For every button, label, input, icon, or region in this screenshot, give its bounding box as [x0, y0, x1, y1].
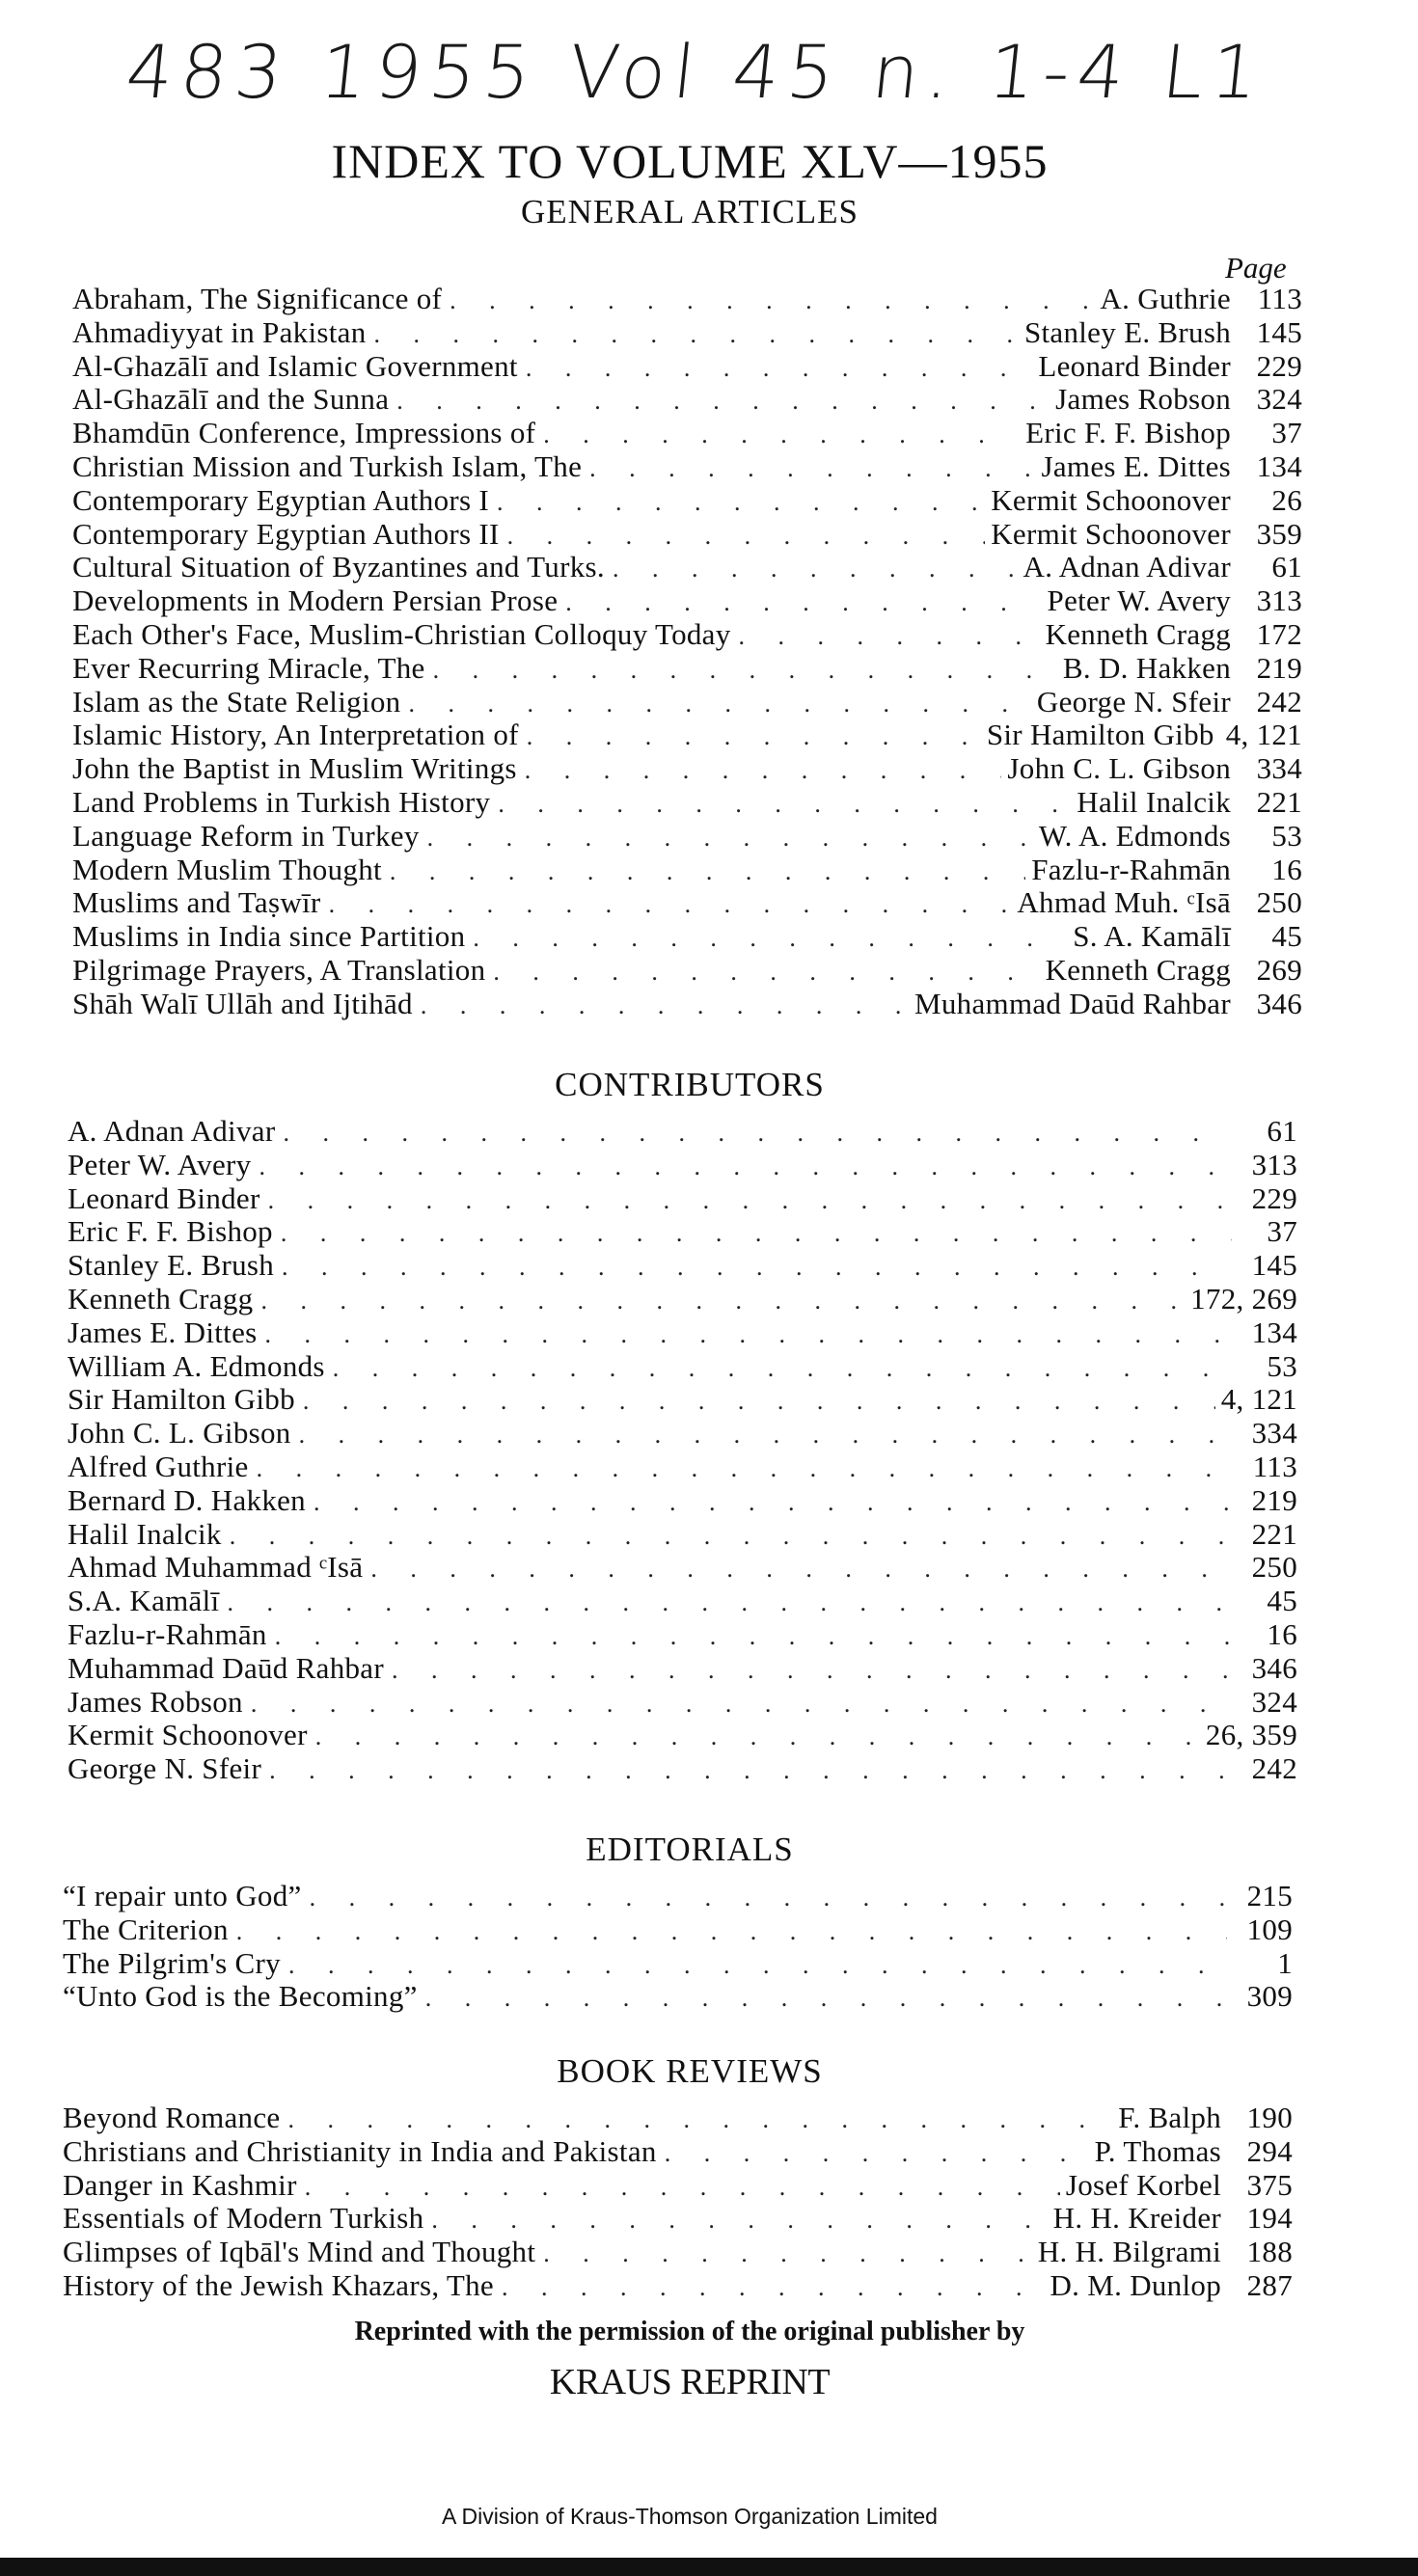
article-row: [72, 349, 1302, 383]
dot-leader: [260, 1288, 1185, 1314]
dot-leader: [288, 1953, 1227, 1978]
contributor-name: Alfred Guthrie: [68, 1449, 249, 1483]
article-page: 53: [1271, 818, 1302, 853]
review-row: [63, 2201, 1293, 2235]
editorial-page: 215: [1246, 1879, 1293, 1912]
article-author: Kenneth Cragg: [1045, 952, 1231, 987]
article-author: Stanley E. Brush: [1023, 314, 1231, 349]
article-author: Leonard Binder: [1038, 348, 1231, 383]
article-author: Kermit Schoonover: [991, 482, 1231, 517]
article-author: James Robson: [1055, 382, 1231, 417]
dot-leader: [425, 1986, 1227, 2011]
section-heading-general-articles: GENERAL ARTICLES: [521, 193, 859, 230]
review-author: F. Balph: [1118, 2101, 1221, 2134]
article-row: [72, 416, 1302, 449]
dot-leader: [739, 624, 1040, 649]
review-author: H. H. Kreider: [1052, 2201, 1221, 2236]
article-title: Muslims and Taṣwīr: [72, 885, 321, 920]
contributor-row: [68, 1181, 1297, 1215]
dot-leader: [493, 960, 1039, 985]
review-row: [63, 2268, 1293, 2302]
dot-leader: [374, 322, 1019, 347]
dot-leader: [433, 658, 1057, 683]
review-page: 188: [1246, 2235, 1293, 2269]
contributor-name: Bernard D. Hakken: [68, 1482, 306, 1517]
dot-leader: [392, 1658, 1232, 1683]
dot-leader: [450, 288, 1094, 313]
article-row: [72, 785, 1302, 819]
contributor-name: George N. Sfeir: [68, 1751, 262, 1786]
contributor-row: [68, 1315, 1297, 1349]
contributor-pages: 346: [1251, 1650, 1297, 1685]
dot-leader: [265, 1322, 1233, 1347]
article-author: W. A. Edmonds: [1038, 818, 1231, 853]
article-title: Each Other's Face, Muslim-Christian Colloquy Today: [72, 616, 731, 651]
article-title: Christian Mission and Turkish Islam, The: [72, 448, 583, 483]
article-row: [72, 651, 1302, 685]
article-author: B. D. Hakken: [1062, 650, 1231, 685]
review-page: 375: [1246, 2167, 1293, 2202]
article-page: 219: [1256, 650, 1302, 685]
article-title: Al-Ghazālī and Islamic Government: [72, 348, 518, 383]
article-title: Muslims in India since Partition: [72, 919, 466, 954]
article-row: [72, 483, 1302, 517]
dot-leader: [473, 926, 1067, 951]
contributor-name: Eric F. F. Bishop: [68, 1214, 273, 1249]
article-page: 4, 121: [1225, 718, 1302, 752]
dot-leader: [543, 2241, 1032, 2266]
contributor-name: S.A. Kamālī: [68, 1584, 220, 1618]
review-row: [63, 2168, 1293, 2202]
article-author: James E. Dittes: [1041, 448, 1231, 483]
contributor-name: A. Adnan Adivar: [68, 1114, 276, 1148]
contributor-row: [68, 1148, 1297, 1181]
contributor-name: Leonard Binder: [68, 1180, 260, 1215]
article-author: Kenneth Cragg: [1045, 616, 1231, 651]
article-page: 172: [1256, 616, 1302, 651]
contributor-row: [68, 1517, 1297, 1551]
contributor-name: John C. L. Gibson: [68, 1416, 291, 1451]
dot-leader: [287, 2107, 1112, 2132]
contributor-row: [68, 1685, 1297, 1719]
contributor-row: [68, 1584, 1297, 1617]
editorials-list: [63, 1879, 1293, 2013]
dot-leader: [299, 1423, 1232, 1448]
article-page: 242: [1256, 684, 1302, 719]
article-page: 229: [1256, 348, 1302, 383]
contributor-pages: 145: [1251, 1248, 1297, 1283]
contributor-name: Fazlu-r-Rahmān: [68, 1616, 267, 1651]
article-page: 45: [1271, 919, 1302, 954]
article-row: [72, 315, 1302, 349]
review-row: [63, 2134, 1293, 2168]
section-heading-editorials: EDITORIALS: [586, 1830, 794, 1868]
contributor-row: [68, 1214, 1297, 1248]
article-title: Pilgrimage Prayers, A Translation: [72, 952, 486, 987]
general-articles-list: [72, 282, 1302, 1020]
contributor-row: [68, 1751, 1297, 1785]
article-row: [72, 819, 1302, 853]
contributor-row: [68, 1416, 1297, 1450]
article-title: Land Problems in Turkish History: [72, 784, 491, 819]
article-author: Ahmad Muh. ᶜIsā: [1017, 885, 1231, 920]
article-row: [72, 382, 1302, 416]
contributor-row: [68, 1382, 1297, 1416]
editorial-row: [63, 1912, 1293, 1946]
article-page: 324: [1256, 382, 1302, 417]
publisher-name: KRAUS REPRINT: [549, 2362, 831, 2402]
editorial-row: [63, 1979, 1293, 2013]
contributor-name: Ahmad Muhammad ᶜIsā: [68, 1550, 364, 1585]
dot-leader: [665, 2141, 1089, 2166]
review-row: [63, 2235, 1293, 2268]
article-row: [72, 449, 1302, 483]
review-title: History of the Jewish Khazars, The: [63, 2267, 494, 2302]
article-author: George N. Sfeir: [1036, 684, 1231, 719]
review-title: Danger in Kashmir: [63, 2167, 297, 2202]
article-title: Bhamdūn Conference, Impressions of: [72, 416, 536, 450]
article-row: [72, 751, 1302, 785]
review-row: [63, 2101, 1293, 2134]
article-row: [72, 517, 1302, 551]
dot-leader: [431, 2208, 1047, 2233]
contributor-pages: 313: [1251, 1147, 1297, 1181]
article-page: 359: [1256, 516, 1302, 551]
article-page: 250: [1256, 885, 1302, 920]
editorial-row: [63, 1879, 1293, 1912]
article-title: Ahmadiyyat in Pakistan: [72, 314, 367, 349]
article-author: Kermit Schoonover: [991, 516, 1231, 551]
section-heading-book-reviews: BOOK REVIEWS: [557, 2052, 823, 2090]
article-author: Halil Inalcik: [1077, 784, 1231, 819]
article-author: A. Adnan Adivar: [1023, 550, 1231, 584]
dot-leader: [269, 1758, 1232, 1783]
contributor-name: Stanley E. Brush: [68, 1248, 275, 1283]
review-author: P. Thomas: [1094, 2133, 1221, 2168]
contributor-row: [68, 1718, 1297, 1751]
dot-leader: [259, 1154, 1232, 1180]
article-title: Cultural Situation of Byzantines and Turks.: [72, 550, 605, 584]
article-title: Modern Muslim Thought: [72, 852, 382, 886]
article-row: [72, 987, 1302, 1020]
dot-leader: [236, 1919, 1227, 1944]
contributor-pages: 4, 121: [1220, 1382, 1297, 1417]
page-column-label: Page: [1225, 251, 1287, 285]
article-title: Ever Recurring Miracle, The: [72, 650, 425, 685]
contributor-pages: 45: [1267, 1584, 1297, 1618]
article-page: 37: [1271, 416, 1302, 450]
review-author: Josef Korbel: [1065, 2167, 1221, 2202]
dot-leader: [543, 422, 1020, 447]
dot-leader: [230, 1524, 1232, 1549]
contributor-pages: 113: [1252, 1449, 1297, 1483]
article-title: Al-Ghazālī and the Sunna: [72, 382, 390, 417]
dot-leader: [303, 1389, 1215, 1414]
article-author: Sir Hamilton Gibb: [986, 718, 1214, 752]
article-author: John C. L. Gibson: [1007, 751, 1231, 786]
article-row: [72, 853, 1302, 886]
book-reviews-list: [63, 2101, 1293, 2302]
editorial-row: [63, 1946, 1293, 1980]
contributor-row: [68, 1114, 1297, 1148]
dot-leader: [310, 1885, 1227, 1911]
contributor-pages: 37: [1267, 1214, 1297, 1249]
dot-leader: [526, 356, 1033, 381]
editorial-page: 309: [1246, 1979, 1293, 2014]
article-title: Islam as the State Religion: [72, 684, 401, 719]
article-page: 313: [1256, 583, 1302, 618]
dot-leader: [527, 724, 981, 749]
dot-leader: [283, 1121, 1232, 1146]
dot-leader: [227, 1590, 1232, 1615]
article-title: John the Baptist in Muslim Writings: [72, 751, 517, 786]
article-title: Shāh Walī Ullāh and Ijtihād: [72, 986, 413, 1020]
article-page: 134: [1256, 448, 1302, 483]
contributor-row: [68, 1248, 1297, 1282]
article-row: [72, 617, 1302, 651]
contributor-pages: 324: [1251, 1684, 1297, 1719]
dot-leader: [305, 2175, 1060, 2200]
dot-leader: [408, 691, 1030, 717]
article-row: [72, 685, 1302, 719]
contributor-row: [68, 1651, 1297, 1685]
contributor-pages: 242: [1251, 1751, 1297, 1786]
dot-leader: [502, 2275, 1044, 2300]
dot-leader: [507, 524, 986, 549]
article-page: 221: [1256, 784, 1302, 819]
dot-leader: [268, 1188, 1232, 1213]
reprint-note: Reprinted with the permission of the original publisher by: [354, 2317, 1025, 2346]
contributor-row: [68, 1450, 1297, 1483]
article-page: 16: [1271, 852, 1302, 886]
editorial-title: The Criterion: [63, 1912, 229, 1946]
contributor-pages: 53: [1267, 1348, 1297, 1383]
contributor-name: James E. Dittes: [68, 1315, 258, 1349]
article-title: Language Reform in Turkey: [72, 818, 420, 853]
article-title: Developments in Modern Persian Prose: [72, 583, 559, 618]
dot-leader: [329, 892, 1012, 917]
editorial-title: “Unto God is the Becoming”: [63, 1979, 418, 2014]
contributor-row: [68, 1282, 1297, 1315]
contributor-pages: 334: [1251, 1416, 1297, 1451]
article-author: Fazlu-r-Rahmān: [1031, 852, 1231, 886]
article-row: [72, 953, 1302, 987]
contributor-name: Sir Hamilton Gibb: [68, 1382, 295, 1417]
article-page: 26: [1271, 482, 1302, 517]
dot-leader: [613, 556, 1018, 582]
dot-leader: [315, 1724, 1200, 1749]
dot-leader: [281, 1221, 1232, 1246]
dot-leader: [427, 826, 1033, 851]
review-title: Essentials of Modern Turkish: [63, 2201, 424, 2236]
review-author: H. H. Bilgrami: [1037, 2235, 1221, 2269]
dot-leader: [257, 1456, 1232, 1481]
editorial-page: 1: [1277, 1945, 1293, 1980]
contributor-pages: 134: [1251, 1315, 1297, 1349]
dot-leader: [525, 758, 1002, 783]
editorial-title: “I repair unto God”: [63, 1879, 302, 1912]
page-title: INDEX TO VOLUME XLV—1955: [331, 134, 1049, 188]
dot-leader: [333, 1356, 1232, 1381]
review-page: 194: [1246, 2201, 1293, 2236]
contributor-name: Peter W. Avery: [68, 1147, 252, 1181]
contributor-name: James Robson: [68, 1684, 243, 1719]
contributor-pages: 61: [1267, 1114, 1297, 1148]
article-row: [72, 885, 1302, 919]
dot-leader: [421, 993, 909, 1018]
contributor-pages: 172, 269: [1190, 1281, 1297, 1315]
dot-leader: [370, 1557, 1232, 1582]
scan-edge-bar: [0, 2558, 1418, 2576]
editorial-page: 109: [1246, 1912, 1293, 1946]
contributors-list: [68, 1114, 1297, 1785]
review-title: Christians and Christianity in India and Pakistan: [63, 2133, 657, 2168]
article-row: [72, 718, 1302, 751]
article-row: [72, 919, 1302, 953]
dot-leader: [314, 1490, 1232, 1515]
publisher-division: A Division of Kraus-Thomson Organization Limited: [442, 2504, 938, 2529]
contributor-pages: 229: [1251, 1180, 1297, 1215]
contributor-row: [68, 1349, 1297, 1383]
dot-leader: [396, 389, 1050, 414]
article-page: 145: [1256, 314, 1302, 349]
article-title: Contemporary Egyptian Authors I: [72, 482, 490, 517]
contributor-pages: 16: [1267, 1616, 1297, 1651]
dot-leader: [589, 456, 1035, 481]
review-author: D. M. Dunlop: [1050, 2267, 1221, 2302]
section-heading-contributors: CONTRIBUTORS: [555, 1066, 825, 1103]
contributor-name: Muhammad Daūd Rahbar: [68, 1650, 384, 1685]
article-page: 113: [1257, 282, 1302, 315]
article-page: 269: [1256, 952, 1302, 987]
article-page: 346: [1256, 986, 1302, 1020]
article-page: 334: [1256, 751, 1302, 786]
review-page: 287: [1246, 2267, 1293, 2302]
article-row: [72, 550, 1302, 583]
contributor-pages: 219: [1251, 1482, 1297, 1517]
article-title: Islamic History, An Interpretation of: [72, 718, 519, 752]
contributor-pages: 221: [1251, 1516, 1297, 1551]
article-author: Peter W. Avery: [1047, 583, 1231, 618]
review-page: 294: [1246, 2133, 1293, 2168]
article-row: [72, 583, 1302, 617]
article-page: 61: [1271, 550, 1302, 584]
contributor-name: William A. Edmonds: [68, 1348, 325, 1383]
dot-leader: [282, 1255, 1232, 1280]
contributor-name: Kenneth Cragg: [68, 1281, 254, 1315]
contributor-pages: 250: [1251, 1550, 1297, 1585]
review-title: Glimpses of Iqbāl's Mind and Thought: [63, 2235, 536, 2269]
dot-leader: [275, 1624, 1232, 1649]
editorial-title: The Pilgrim's Cry: [63, 1945, 281, 1980]
dot-leader: [390, 859, 1025, 884]
article-author: A. Guthrie: [1100, 282, 1231, 315]
contributor-row: [68, 1617, 1297, 1651]
contributor-row: [68, 1483, 1297, 1517]
article-title: Contemporary Egyptian Authors II: [72, 516, 500, 551]
dot-leader: [498, 792, 1071, 817]
contributor-row: [68, 1550, 1297, 1584]
contributor-name: Halil Inalcik: [68, 1516, 222, 1551]
handwritten-shelf-note: 483 1955 Vol 45 n. 1-4 L1: [122, 29, 1270, 115]
article-author: Eric F. F. Bishop: [1025, 416, 1231, 450]
article-author: S. A. Kamālī: [1073, 919, 1231, 954]
review-title: Beyond Romance: [63, 2101, 281, 2134]
article-row: [72, 282, 1302, 315]
dot-leader: [497, 490, 985, 515]
dot-leader: [251, 1692, 1232, 1717]
review-page: 190: [1246, 2101, 1293, 2134]
dot-leader: [565, 590, 1041, 615]
article-author: Muhammad Daūd Rahbar: [914, 986, 1231, 1020]
contributor-name: Kermit Schoonover: [68, 1718, 308, 1752]
article-title: Abraham, The Significance of: [72, 282, 443, 315]
contributor-pages: 26, 359: [1205, 1718, 1297, 1752]
